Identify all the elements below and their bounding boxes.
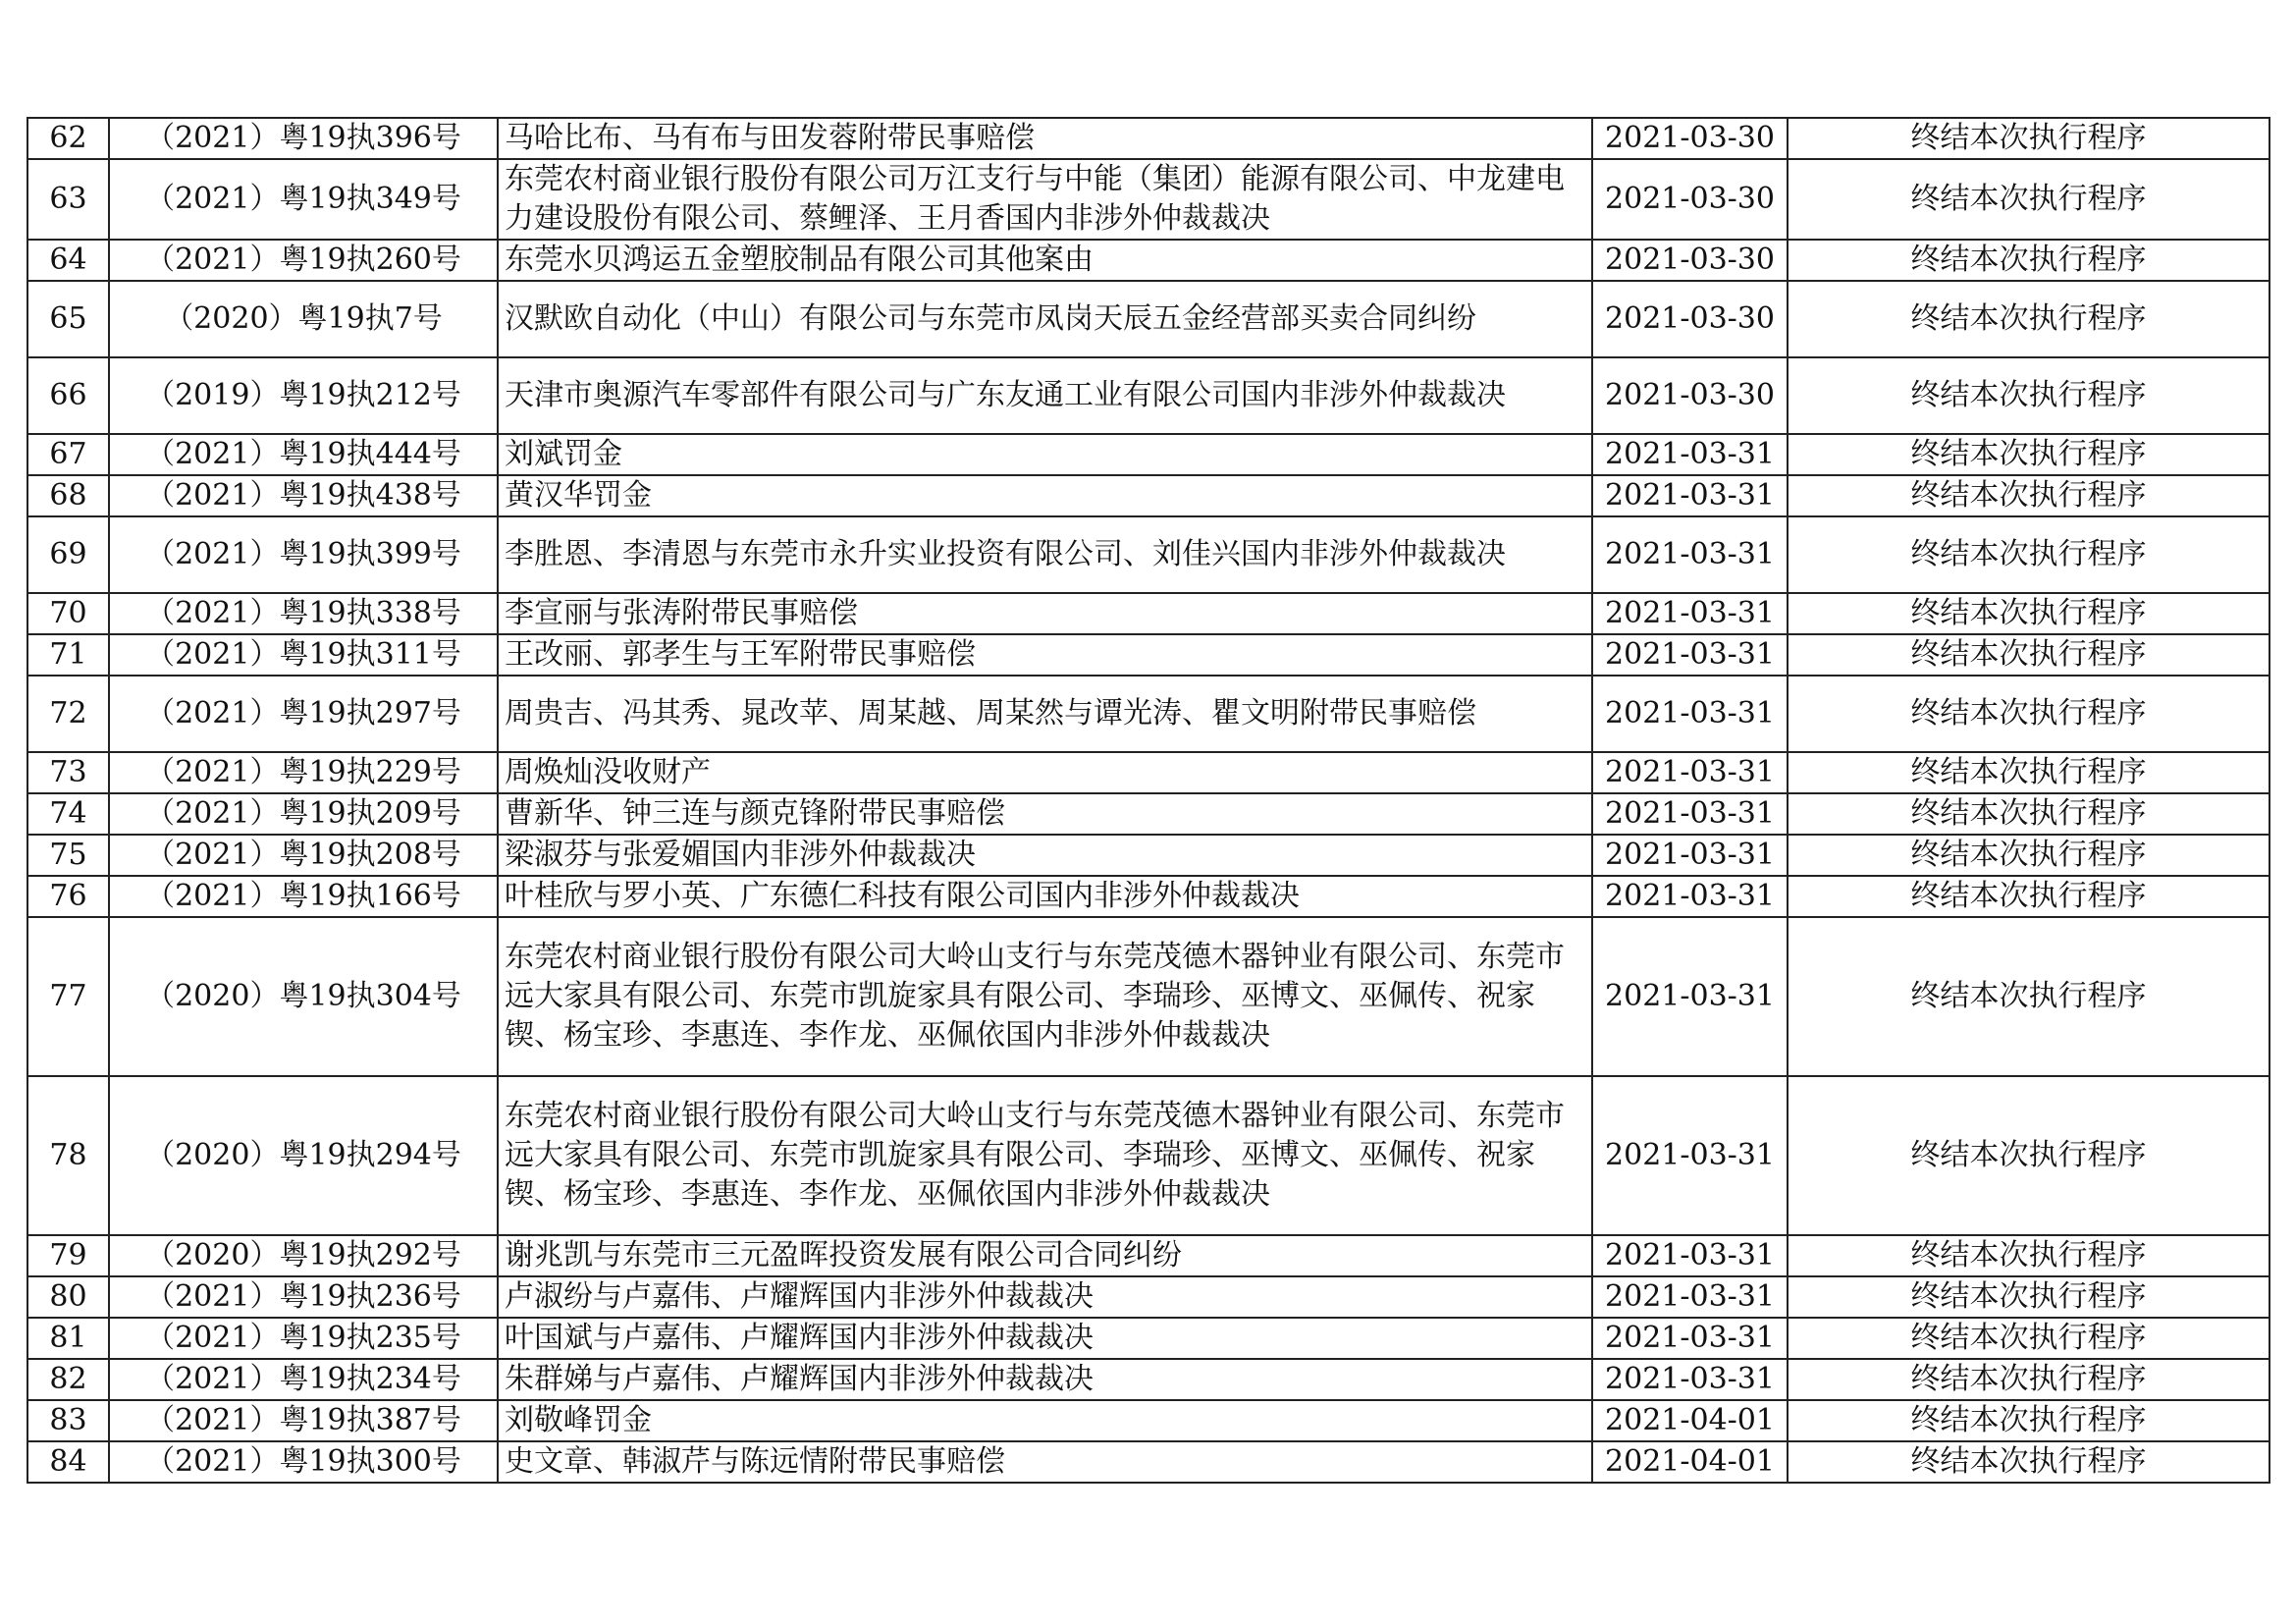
table-row xyxy=(27,240,2269,281)
closing-date: 2021-03-31 xyxy=(1592,1076,1788,1235)
case-table-sheet xyxy=(27,117,2269,1484)
case-description: 东莞农村商业银行股份有限公司大岭山支行与东莞茂德木器钟业有限公司、东莞市远大家具有限公司、东莞市凯旋家具有限公司、李瑞珍、巫博文、巫佩传、祝家锲、杨宝珍、李惠连、李作龙、巫佩依国内非涉外仲裁裁决 xyxy=(498,1076,1592,1235)
closing-date: 2021-03-31 xyxy=(1592,676,1788,752)
row-number: 78 xyxy=(27,1076,109,1235)
table-row xyxy=(27,1276,2269,1318)
closing-date: 2021-03-31 xyxy=(1592,917,1788,1076)
row-number: 75 xyxy=(27,835,109,876)
row-number: 71 xyxy=(27,634,109,676)
case-description: 周贵吉、冯其秀、晁改苹、周某越、周某然与谭光涛、瞿文明附带民事赔偿 xyxy=(498,676,1592,752)
case-table xyxy=(27,117,2270,1484)
case-number: （2021）粤19执209号 xyxy=(109,793,498,835)
case-result: 终结本次执行程序 xyxy=(1788,118,2269,159)
case-number: （2021）粤19执387号 xyxy=(109,1400,498,1441)
closing-date: 2021-03-31 xyxy=(1592,835,1788,876)
table-row xyxy=(27,475,2269,516)
case-description: 曹新华、钟三连与颜克锋附带民事赔偿 xyxy=(498,793,1592,835)
case-number: （2020）粤19执7号 xyxy=(109,281,498,357)
case-result: 终结本次执行程序 xyxy=(1788,1400,2269,1441)
case-result: 终结本次执行程序 xyxy=(1788,1359,2269,1400)
case-result: 终结本次执行程序 xyxy=(1788,281,2269,357)
table-row xyxy=(27,1359,2269,1400)
closing-date: 2021-03-30 xyxy=(1592,118,1788,159)
row-number: 82 xyxy=(27,1359,109,1400)
case-table-body xyxy=(27,118,2269,1483)
row-number: 79 xyxy=(27,1235,109,1276)
closing-date: 2021-03-30 xyxy=(1592,281,1788,357)
row-number: 63 xyxy=(27,159,109,240)
closing-date: 2021-03-31 xyxy=(1592,793,1788,835)
row-number: 72 xyxy=(27,676,109,752)
case-number: （2021）粤19执444号 xyxy=(109,434,498,475)
row-number: 76 xyxy=(27,876,109,917)
case-description: 谢兆凯与东莞市三元盈晖投资发展有限公司合同纠纷 xyxy=(498,1235,1592,1276)
table-row xyxy=(27,516,2269,593)
case-number: （2021）粤19执236号 xyxy=(109,1276,498,1318)
case-description: 卢淑纷与卢嘉伟、卢耀辉国内非涉外仲裁裁决 xyxy=(498,1276,1592,1318)
case-description: 东莞农村商业银行股份有限公司大岭山支行与东莞茂德木器钟业有限公司、东莞市远大家具有限公司、东莞市凯旋家具有限公司、李瑞珍、巫博文、巫佩传、祝家锲、杨宝珍、李惠连、李作龙、巫佩依国内非涉外仲裁裁决 xyxy=(498,917,1592,1076)
case-number: （2021）粤19执399号 xyxy=(109,516,498,593)
case-description: 黄汉华罚金 xyxy=(498,475,1592,516)
case-number: （2021）粤19执396号 xyxy=(109,118,498,159)
case-number: （2021）粤19执235号 xyxy=(109,1318,498,1359)
case-number: （2021）粤19执338号 xyxy=(109,593,498,634)
table-row xyxy=(27,434,2269,475)
case-result: 终结本次执行程序 xyxy=(1788,159,2269,240)
case-number: （2020）粤19执292号 xyxy=(109,1235,498,1276)
closing-date: 2021-03-31 xyxy=(1592,516,1788,593)
case-description: 叶桂欣与罗小英、广东德仁科技有限公司国内非涉外仲裁裁决 xyxy=(498,876,1592,917)
case-result: 终结本次执行程序 xyxy=(1788,593,2269,634)
case-description: 刘敬峰罚金 xyxy=(498,1400,1592,1441)
case-number: （2021）粤19执300号 xyxy=(109,1441,498,1483)
closing-date: 2021-03-30 xyxy=(1592,159,1788,240)
closing-date: 2021-03-31 xyxy=(1592,634,1788,676)
table-row xyxy=(27,634,2269,676)
case-result: 终结本次执行程序 xyxy=(1788,835,2269,876)
row-number: 80 xyxy=(27,1276,109,1318)
case-result: 终结本次执行程序 xyxy=(1788,1441,2269,1483)
row-number: 77 xyxy=(27,917,109,1076)
case-result: 终结本次执行程序 xyxy=(1788,357,2269,434)
case-result: 终结本次执行程序 xyxy=(1788,1076,2269,1235)
case-number: （2021）粤19执438号 xyxy=(109,475,498,516)
closing-date: 2021-03-31 xyxy=(1592,1276,1788,1318)
case-description: 东莞水贝鸿运五金塑胶制品有限公司其他案由 xyxy=(498,240,1592,281)
case-result: 终结本次执行程序 xyxy=(1788,917,2269,1076)
closing-date: 2021-04-01 xyxy=(1592,1441,1788,1483)
closing-date: 2021-03-31 xyxy=(1592,593,1788,634)
case-number: （2020）粤19执304号 xyxy=(109,917,498,1076)
row-number: 64 xyxy=(27,240,109,281)
table-row xyxy=(27,159,2269,240)
closing-date: 2021-03-30 xyxy=(1592,357,1788,434)
table-row xyxy=(27,835,2269,876)
row-number: 74 xyxy=(27,793,109,835)
case-description: 汉默欧自动化（中山）有限公司与东莞市凤岗天辰五金经营部买卖合同纠纷 xyxy=(498,281,1592,357)
closing-date: 2021-03-31 xyxy=(1592,1235,1788,1276)
case-number: （2021）粤19执311号 xyxy=(109,634,498,676)
case-number: （2021）粤19执349号 xyxy=(109,159,498,240)
case-description: 天津市奥源汽车零部件有限公司与广东友通工业有限公司国内非涉外仲裁裁决 xyxy=(498,357,1592,434)
row-number: 69 xyxy=(27,516,109,593)
case-result: 终结本次执行程序 xyxy=(1788,240,2269,281)
case-number: （2021）粤19执234号 xyxy=(109,1359,498,1400)
case-description: 叶国斌与卢嘉伟、卢耀辉国内非涉外仲裁裁决 xyxy=(498,1318,1592,1359)
closing-date: 2021-04-01 xyxy=(1592,1400,1788,1441)
case-number: （2021）粤19执260号 xyxy=(109,240,498,281)
case-result: 终结本次执行程序 xyxy=(1788,516,2269,593)
table-row xyxy=(27,1400,2269,1441)
case-result: 终结本次执行程序 xyxy=(1788,876,2269,917)
case-description: 李胜恩、李清恩与东莞市永升实业投资有限公司、刘佳兴国内非涉外仲裁裁决 xyxy=(498,516,1592,593)
case-result: 终结本次执行程序 xyxy=(1788,634,2269,676)
table-row xyxy=(27,1076,2269,1235)
row-number: 84 xyxy=(27,1441,109,1483)
case-description: 朱群娣与卢嘉伟、卢耀辉国内非涉外仲裁裁决 xyxy=(498,1359,1592,1400)
closing-date: 2021-03-31 xyxy=(1592,1359,1788,1400)
row-number: 66 xyxy=(27,357,109,434)
table-row xyxy=(27,593,2269,634)
row-number: 68 xyxy=(27,475,109,516)
row-number: 70 xyxy=(27,593,109,634)
case-description: 梁淑芬与张爱媚国内非涉外仲裁裁决 xyxy=(498,835,1592,876)
row-number: 65 xyxy=(27,281,109,357)
table-row xyxy=(27,676,2269,752)
table-row xyxy=(27,1441,2269,1483)
case-number: （2021）粤19执297号 xyxy=(109,676,498,752)
case-number: （2021）粤19执208号 xyxy=(109,835,498,876)
closing-date: 2021-03-31 xyxy=(1592,475,1788,516)
row-number: 73 xyxy=(27,752,109,793)
table-row xyxy=(27,793,2269,835)
closing-date: 2021-03-31 xyxy=(1592,1318,1788,1359)
case-description: 周焕灿没收财产 xyxy=(498,752,1592,793)
table-row xyxy=(27,876,2269,917)
case-description: 刘斌罚金 xyxy=(498,434,1592,475)
row-number: 62 xyxy=(27,118,109,159)
case-number: （2021）粤19执166号 xyxy=(109,876,498,917)
closing-date: 2021-03-31 xyxy=(1592,876,1788,917)
case-result: 终结本次执行程序 xyxy=(1788,752,2269,793)
case-description: 马哈比布、马有布与田发蓉附带民事赔偿 xyxy=(498,118,1592,159)
case-description: 东莞农村商业银行股份有限公司万江支行与中能（集团）能源有限公司、中龙建电力建设股份有限公司、蔡鲤泽、王月香国内非涉外仲裁裁决 xyxy=(498,159,1592,240)
case-result: 终结本次执行程序 xyxy=(1788,1276,2269,1318)
table-row xyxy=(27,1318,2269,1359)
table-row xyxy=(27,281,2269,357)
closing-date: 2021-03-31 xyxy=(1592,752,1788,793)
case-result: 终结本次执行程序 xyxy=(1788,1318,2269,1359)
case-number: （2019）粤19执212号 xyxy=(109,357,498,434)
table-row xyxy=(27,917,2269,1076)
table-row xyxy=(27,1235,2269,1276)
table-row xyxy=(27,752,2269,793)
case-description: 李宣丽与张涛附带民事赔偿 xyxy=(498,593,1592,634)
case-result: 终结本次执行程序 xyxy=(1788,475,2269,516)
case-result: 终结本次执行程序 xyxy=(1788,434,2269,475)
case-number: （2021）粤19执229号 xyxy=(109,752,498,793)
row-number: 81 xyxy=(27,1318,109,1359)
row-number: 83 xyxy=(27,1400,109,1441)
row-number: 67 xyxy=(27,434,109,475)
case-result: 终结本次执行程序 xyxy=(1788,1235,2269,1276)
case-result: 终结本次执行程序 xyxy=(1788,676,2269,752)
table-row xyxy=(27,118,2269,159)
case-number: （2020）粤19执294号 xyxy=(109,1076,498,1235)
case-result: 终结本次执行程序 xyxy=(1788,793,2269,835)
table-row xyxy=(27,357,2269,434)
case-description: 王改丽、郭孝生与王军附带民事赔偿 xyxy=(498,634,1592,676)
closing-date: 2021-03-31 xyxy=(1592,434,1788,475)
closing-date: 2021-03-30 xyxy=(1592,240,1788,281)
case-description: 史文章、韩淑芹与陈远情附带民事赔偿 xyxy=(498,1441,1592,1483)
